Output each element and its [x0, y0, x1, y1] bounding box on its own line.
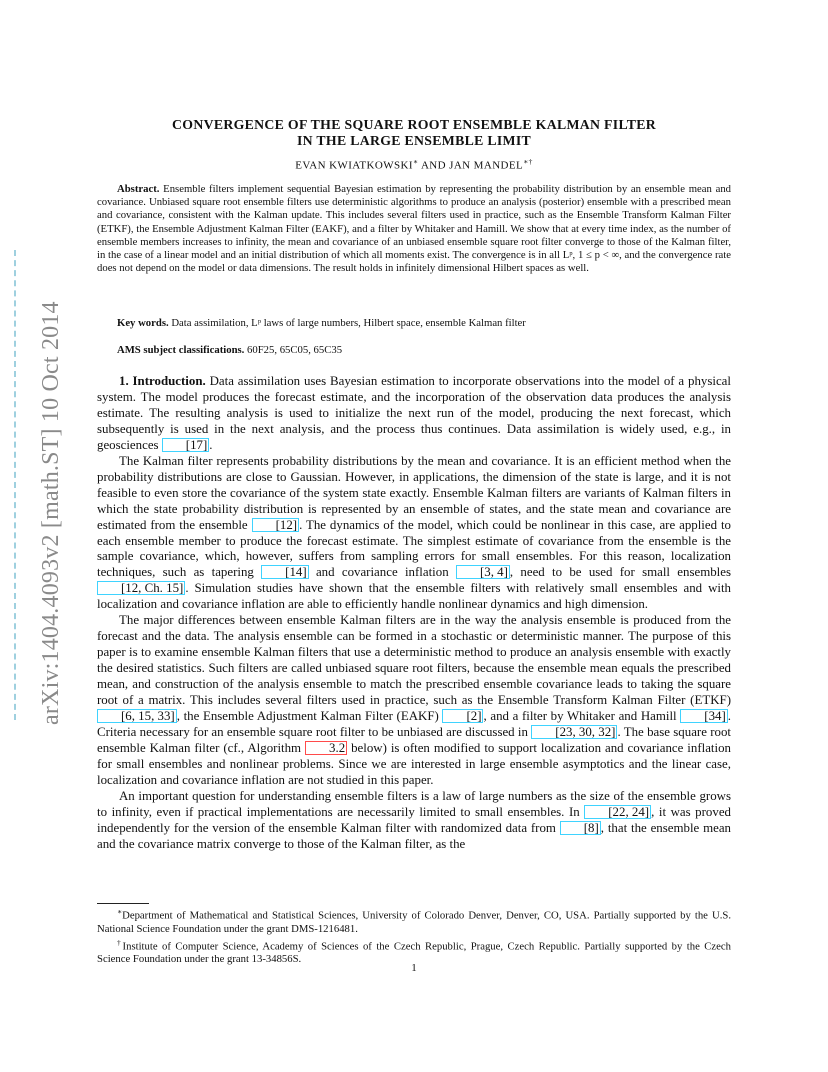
algorithm-reference-link[interactable]: 3.2 [305, 741, 347, 755]
author-2: JAN MANDEL [449, 159, 524, 172]
main-body [97, 374, 731, 853]
author-conjunction: AND [418, 159, 450, 172]
paragraph-text: , it was proved independently for the version of the ensemble Kalman filter with randomized data from [97, 804, 731, 835]
intro-paragraph-2 [97, 454, 731, 614]
paper-title-line-2: IN THE LARGE ENSEMBLE LIMIT [296, 133, 532, 148]
paragraph-text: , and a filter by Whitaker and Hamill [483, 709, 681, 724]
paragraph-text: The Kalman filter represents probability distributions by the mean and covariance. It is an efficient method when the probability distributions are close to Gaussian. However, in applications, the dimension of the state is large, and it is not feasible to even store the covariance of the system state exactly. Ensemble Kalman filters are variants of Kalman filters in which the state probability distribution is represented by an ensemble of states, and the state mean and covariance are estimated from the ensemble [97, 453, 731, 532]
footnote-1-mark: ∗ [117, 907, 123, 916]
citation-link[interactable]: [2] [442, 709, 483, 723]
footnote-1 [97, 905, 731, 936]
footnote-2-text: Institute of Computer Science, Academy of Sciences of the Czech Republic, Prague, Czech Republic. Partially supported by the Czech Science Foundation under the grant 13-34856S. [97, 940, 732, 966]
paragraph-text: The major differences between ensemble Kalman filters are in the way the analysis ensemble is produced from the forecast and the data. The analysis ensemble can be formed in a stochastic or deterministic manner. The purpose of this paper is to examine ensemble Kalman filters that use a deterministic method to produce an analysis ensemble with exactly the desired statistics. Such filters are called unbiased square root filters, because the ensemble mean equals the prescribed mean, and construction of the analysis ensemble to match the prescribed ensemble covariance leads to taking the square root of a matrix. This includes several filters used in practice, such as the Ensemble Transform Kalman Filter (ETKF) [97, 613, 731, 708]
citation-link[interactable]: [17] [162, 438, 209, 452]
paragraph-text: . The base square root ensemble Kalman filter (cf., Algorithm [97, 724, 732, 755]
arxiv-identifier[interactable]: arXiv:1404.4093v2 [math.ST] 10 Oct 2014 [38, 301, 64, 725]
section-heading: 1. Introduction. [119, 374, 206, 388]
paragraph-text: . The dynamics of the model, which could be nonlinear in this case, are applied to each ensemble member to produce the forecast estimate. The simplest estimate of covariance from the ensemble is the sample covariance, which, however, suffers from sampling errors for small ensembles. For this reason, localization techniques, such as tapering [97, 517, 731, 580]
citation-link[interactable]: [23, 30, 32] [531, 725, 617, 739]
abstract-text: Ensemble filters implement sequential Bayesian estimation by representing the probability distribution by an ensemble mean and covariance. Unbiased square root ensemble filters use deterministic algorithms to produce an analysis (posterior) ensemble with a prescribed mean and covariance, consistent with the Kalman update. This includes several filters used in practice, such as the Ensemble Transform Kalman Filter (ETKF), the Ensemble Adjustment Kalman Filter (EAKF), and a filter by Whitaker and Hamill. We show that at every time index, as the number of ensemble members increases to infinity, the mean and covariance of an unbiased ensemble square root filter converge to those of the Kalman filter, in the case of a linear model and an initial distribution of which all moments exist. The convergence is in all Lᵖ, 1 ≤ p < ∞, and the convergence rate does not depend on the model or data dimensions. The result holds in infinitely dimensional Hilbert spaces as well. [97, 183, 732, 275]
paragraph-text: . Simulation studies have shown that the ensemble filters with relatively small ensembles and with localization and covariance inflation are able to efficiently handle nonlinear dynamics and high dimension. [97, 581, 731, 612]
citation-link[interactable]: [12] [252, 518, 299, 532]
paragraph-text: An important question for understanding ensemble filters is a law of large numbers as the size of the ensemble grows to infinity, even if practical implementations are necessarily limited to small ensembles. In [97, 788, 731, 819]
paper-title-line-1: CONVERGENCE OF THE SQUARE ROOT ENSEMBLE KALMAN FILTER [172, 117, 656, 132]
paragraph-text: below) is often modified to support localization and covariance inflation for small ensembles and nonlinear problems. Since we are interested in large ensemble asymptotics and the linear case, localization and covariance inflation are not studied in this paper. [97, 740, 731, 787]
intro-paragraph-1 [97, 374, 731, 454]
ams-text: 60F25, 65C05, 65C35 [247, 344, 343, 356]
paragraph-text: Data assimilation uses Bayesian estimation to incorporate observations into the model of a physical system. The model produces the forecast estimate, and the incorporation of the observation data produces the analysis estimate. The resulting analysis is used to initialize the next run of the model, producing the next forecast, which subsequently is used in the next analysis, and the process thus continues. Data assimilation is widely used, e.g., in geosciences [97, 374, 731, 452]
paragraph-text: , that the ensemble mean and the covariance matrix converge to those of the Kalman filter, as the [97, 820, 731, 851]
author-list [0, 157, 828, 172]
citation-link[interactable]: [6, 15, 33] [97, 709, 177, 723]
citation-link[interactable]: [14] [261, 565, 308, 579]
paragraph-text: . Criteria necessary for an ensemble square root filter to be unbiased are discussed in [97, 709, 731, 739]
keywords [97, 317, 731, 329]
keywords-heading: Key words. [117, 317, 169, 329]
paragraph-text: and covariance inflation [308, 565, 456, 580]
ams-heading: AMS subject classifications. [117, 344, 245, 356]
paragraph-text: . [209, 437, 213, 452]
author-1-footnote-mark[interactable]: ∗ [412, 157, 419, 166]
abstract-heading: Abstract. [117, 183, 160, 195]
citation-link[interactable]: [12, Ch. 15] [97, 581, 185, 595]
author-2-footnote-mark[interactable]: ∗† [523, 157, 533, 166]
author-1: EVAN KWIATKOWSKI [295, 159, 413, 172]
citation-link[interactable]: [3, 4] [456, 565, 510, 579]
page-number: 1 [411, 962, 417, 974]
ams-classifications [97, 344, 731, 356]
paragraph-text: , need to be used for small ensembles [509, 565, 732, 580]
citation-link[interactable]: [34] [680, 709, 727, 723]
keywords-text: Data assimilation, Lᵖ laws of large numbers, Hilbert space, ensemble Kalman filter [171, 317, 526, 329]
footnote-1-text: Department of Mathematical and Statistical Sciences, University of Colorado Denver, Denver, CO, USA. Partially supported by the U.S. National Science Foundation under the grant DMS-1216481. [97, 909, 731, 935]
intro-paragraph-4 [97, 789, 731, 853]
footnote-rule [97, 903, 149, 904]
abstract [97, 183, 731, 275]
citation-link[interactable]: [22, 24] [584, 805, 651, 819]
footnotes [97, 905, 731, 966]
intro-paragraph-3 [97, 613, 731, 788]
citation-link[interactable]: [8] [560, 821, 601, 835]
footnote-2-mark: † [117, 937, 123, 947]
paragraph-text: , the Ensemble Adjustment Kalman Filter (EAKF) [176, 709, 443, 724]
